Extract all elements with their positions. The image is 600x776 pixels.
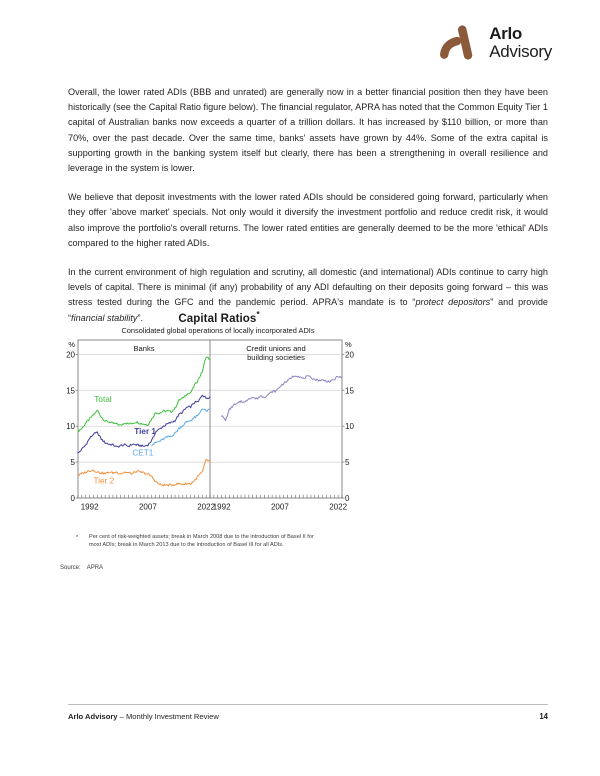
footer-text (68, 712, 219, 721)
svg-text:10: 10 (345, 422, 354, 432)
capital-ratios-chart (60, 338, 360, 526)
figure-footnote (76, 533, 326, 549)
svg-text:2007: 2007 (138, 502, 157, 512)
footer-divider (68, 704, 548, 705)
footer-brand: Arlo Advisory (68, 712, 118, 721)
svg-text:1992: 1992 (212, 502, 231, 512)
chart-area (60, 338, 360, 526)
footnote-text: Per cent of risk-weighted assets; break in March 2008 due to the introduction of Basel II for most ADIs; break in March 2013 due to the introduction of Basel III for all ADIs. (89, 534, 314, 549)
page-header (440, 22, 552, 62)
paragraph-1: Overall, the lower rated ADIs (BBB and unrated) are generally now in a better financial position then they have been historically (see the Capital Ratio figure below). The financial regulator, APRA has noted that the Common Equity Tier 1 capital of Australian banks now exceeds a quarter of a trillion dollars. It has increased by $110 billion, or more than 70%, over the past decade. Over the same time, banks' assets have grown by 44%. Some of the extra capital is supporting growth in the banking system itself but clearly, there has been a strengthening in overall resilience and leverage in the system is lower. (68, 87, 548, 174)
footer-title: – Monthly Investment Review (117, 712, 219, 721)
logo-line-arlo: Arlo (489, 23, 523, 43)
svg-text:15: 15 (66, 386, 75, 396)
svg-text:Banks: Banks (133, 343, 155, 353)
svg-text:building societies: building societies (247, 352, 305, 362)
paragraph-2: We believe that deposit investments with the lower rated ADIs should be considered going forward, particularly when they offer 'above market' specials. Not only would it diversify the investment portfolio and reduce credit risk, it would also improve the portfolio's overall returns. The lower rated entities are generally deemed to be the more 'ethical' ADIs compared to the higher rated ADIs. (68, 192, 548, 248)
footer-page-number: 14 (539, 712, 548, 721)
page-footer (68, 712, 548, 721)
figure-subtitle: Consolidated global operations of locally incorporated ADIs (121, 325, 315, 335)
svg-text:0: 0 (70, 493, 75, 503)
logo-line-advisory: Advisory (489, 41, 552, 61)
figure-title-text: Capital Ratios (178, 312, 257, 325)
svg-text:0: 0 (345, 493, 350, 503)
document-body (68, 85, 548, 326)
paragraph-3-text-2: ” and provide “ (68, 297, 548, 323)
svg-text:5: 5 (345, 457, 350, 467)
paragraph-3-text-3: ”. (137, 312, 144, 323)
logo-wordmark (489, 25, 552, 60)
svg-text:Credit unions and: Credit unions and (246, 343, 306, 353)
svg-text:15: 15 (345, 386, 354, 396)
source-label: Source: (60, 565, 81, 571)
svg-text:10: 10 (66, 422, 75, 432)
svg-text:%: % (68, 339, 75, 349)
series-label-tier-2: Tier 2 (93, 476, 115, 486)
svg-text:2022: 2022 (197, 502, 216, 512)
figure-title (60, 310, 360, 325)
svg-text:%: % (345, 339, 352, 349)
svg-text:20: 20 (66, 350, 75, 360)
paragraph-3-italic-2: financial stability (71, 312, 138, 323)
svg-text:5: 5 (70, 457, 75, 467)
svg-text:1992: 1992 (80, 502, 99, 512)
capital-ratios-figure (60, 310, 360, 526)
svg-text:2022: 2022 (329, 502, 348, 512)
series-label-cet1: CET1 (132, 448, 154, 458)
footnote-marker: * (76, 535, 79, 541)
figure-title-footnote-mark: * (256, 310, 260, 319)
source-value: APRA (86, 565, 104, 571)
series-label-tier-1: Tier 1 (134, 426, 156, 436)
series-label-total: Total (94, 394, 112, 404)
paragraph-3-italic-1: protect depositors (415, 297, 491, 308)
svg-text:20: 20 (345, 350, 354, 360)
arlo-logo-icon (440, 22, 480, 62)
figure-source (60, 565, 103, 571)
svg-text:2007: 2007 (270, 502, 289, 512)
paragraph-3-text-1: In the current environment of high regulation and scrutiny, all domestic (and international) ADIs continue to carry high levels of capital. There is minimal (if any) probability of any ADI defaulting on their deposits going forward – this was stress tested during the GFC and the pandemic period. APRA's mandate is to “ (68, 267, 548, 308)
